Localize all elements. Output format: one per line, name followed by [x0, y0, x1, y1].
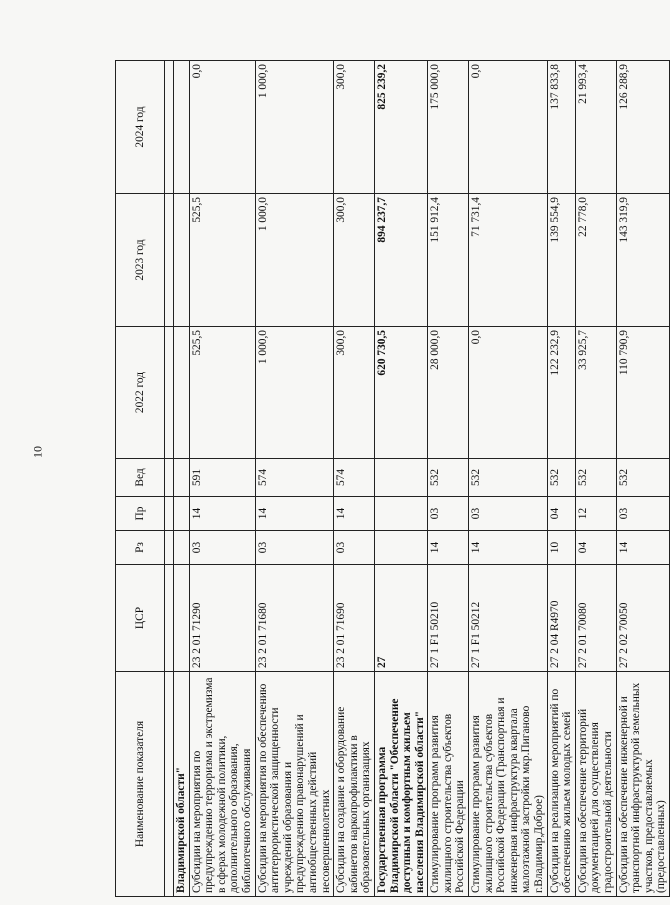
cell-y2022: 122 232,9 [547, 327, 575, 459]
budget-table-wrapper [115, 0, 668, 905]
cell-pr: 12 [575, 497, 616, 531]
cell-csr: 27 2 02 70050 [616, 565, 669, 672]
table-row [374, 61, 427, 897]
cell-y2023: 1 000,0 [255, 194, 334, 327]
cell-rz: 14 [616, 531, 669, 565]
table-row [189, 61, 255, 897]
header-csr: ЦСР [116, 565, 165, 672]
cell-ved: 574 [255, 459, 334, 497]
cell-csr: 27 [374, 565, 427, 672]
table-row [616, 61, 669, 897]
table-row [334, 61, 375, 897]
cell-rz: 03 [189, 531, 255, 565]
cell-y2023: 151 912,4 [428, 194, 469, 327]
cell-y2023: 139 554,9 [547, 194, 575, 327]
cell-y2024: 137 833,8 [547, 61, 575, 194]
cell-y2024: 21 993,4 [575, 61, 616, 194]
cell-y2023: 71 731,4 [469, 194, 548, 327]
cell-ved [374, 459, 427, 497]
column-number-row [165, 61, 174, 897]
cell-y2023: 525,5 [189, 194, 255, 327]
cell-name: Стимулирование программ развития жилищного строительства субъектов Российской Федерации (Транспортная и инженерная инфраструктура квартала малоэтажной застройки мкр.Пиганово г.Владимир,Доброе) [469, 672, 548, 897]
header-pr: Пр [116, 497, 165, 531]
cell-pr: 14 [189, 497, 255, 531]
cell-rz: 04 [575, 531, 616, 565]
section-row [174, 61, 190, 897]
cell-y2022: 110 790,9 [616, 327, 669, 459]
cell-csr: 27 1 F1 50210 [428, 565, 469, 672]
cell-y2023: 143 319,9 [616, 194, 669, 327]
cell-name: Субсидии на обеспечение инженерной и транспортной инфраструктурой земельных участков, предоставляемых (предоставленных) [616, 672, 669, 897]
header-2024: 2024 год [116, 61, 165, 194]
cell-pr: 03 [428, 497, 469, 531]
cell-ved: 574 [334, 459, 375, 497]
cell-y2022: 1 000,0 [255, 327, 334, 459]
cell-y2023: 22 778,0 [575, 194, 616, 327]
header-row [116, 61, 165, 897]
cell-y2024: 175 000,0 [428, 61, 469, 194]
cell-ved: 532 [469, 459, 548, 497]
cell-y2023: 300,0 [334, 194, 375, 327]
cell-name: Государственная программа Владимирской области "Обеспечение доступным и комфортным жильем населения Владимирской области" [374, 672, 427, 897]
cell-ved: 532 [428, 459, 469, 497]
cell-y2024: 300,0 [334, 61, 375, 194]
cell-csr: 23 2 01 71680 [255, 565, 334, 672]
cell-pr: 03 [469, 497, 548, 531]
cell-rz: 10 [547, 531, 575, 565]
cell-pr [374, 497, 427, 531]
cell-name: Субсидии на реализацию мероприятий по обеспечению жильем молодых семей [547, 672, 575, 897]
cell-rz: 14 [428, 531, 469, 565]
cell-y2022: 620 730,5 [374, 327, 427, 459]
cell-ved: 532 [616, 459, 669, 497]
cell-y2022: 525,5 [189, 327, 255, 459]
table-row [469, 61, 548, 897]
cell-y2024: 0,0 [189, 61, 255, 194]
cell-y2022: 0,0 [469, 327, 548, 459]
table-row [547, 61, 575, 897]
header-2023: 2023 год [116, 194, 165, 327]
cell-rz: 03 [255, 531, 334, 565]
table-row [255, 61, 334, 897]
header-2022: 2022 год [116, 327, 165, 459]
cell-y2024: 0,0 [469, 61, 548, 194]
cell-ved: 532 [547, 459, 575, 497]
cell-y2022: 300,0 [334, 327, 375, 459]
cell-ved: 591 [189, 459, 255, 497]
cell-name: Стимулирование программ развития жилищного строительства субъектов Российской Федерации [428, 672, 469, 897]
cell-ved: 532 [575, 459, 616, 497]
header-ved: Вед [116, 459, 165, 497]
cell-pr: 03 [616, 497, 669, 531]
cell-name: Субсидии на мероприятия по предупреждению терроризма и экстремизма в сферах молодежной политики, дополнительного образования, библиотечного обслуживания [189, 672, 255, 897]
cell-pr: 14 [255, 497, 334, 531]
page-number: 10 [30, 446, 45, 458]
cell-pr: 14 [334, 497, 375, 531]
cell-csr: 27 2 01 70080 [575, 565, 616, 672]
cell-rz [374, 531, 427, 565]
cell-name: Субсидии на мероприятия по обеспечению антитеррористической защищенности учреждений образования и предупреждению правонарушений и антиобщественных действий несовершеннолетних [255, 672, 334, 897]
cell-y2024: 825 239,2 [374, 61, 427, 194]
header-rz: Рз [116, 531, 165, 565]
cell-y2022: 33 925,7 [575, 327, 616, 459]
table-row [575, 61, 616, 897]
table-row [428, 61, 469, 897]
cell-csr: 27 1 F1 50212 [469, 565, 548, 672]
cell-y2023: 894 237,7 [374, 194, 427, 327]
cell-rz: 14 [469, 531, 548, 565]
budget-table [115, 60, 670, 897]
section-label: Владимирской области" [174, 672, 190, 897]
cell-name: Субсидии на обеспечение территорий документацией для осуществления градостроительной деятельности [575, 672, 616, 897]
cell-csr: 27 2 04 R4970 [547, 565, 575, 672]
cell-y2022: 28 000,0 [428, 327, 469, 459]
header-name: Наименование показателя [116, 672, 165, 897]
cell-pr: 04 [547, 497, 575, 531]
cell-y2024: 126 288,9 [616, 61, 669, 194]
cell-csr: 23 2 01 71290 [189, 565, 255, 672]
cell-y2024: 1 000,0 [255, 61, 334, 194]
cell-name: Субсидии на создание и оборудование кабинетов наркопрофилактики в образовательных организациях [334, 672, 375, 897]
cell-rz: 03 [334, 531, 375, 565]
cell-csr: 23 2 01 71690 [334, 565, 375, 672]
